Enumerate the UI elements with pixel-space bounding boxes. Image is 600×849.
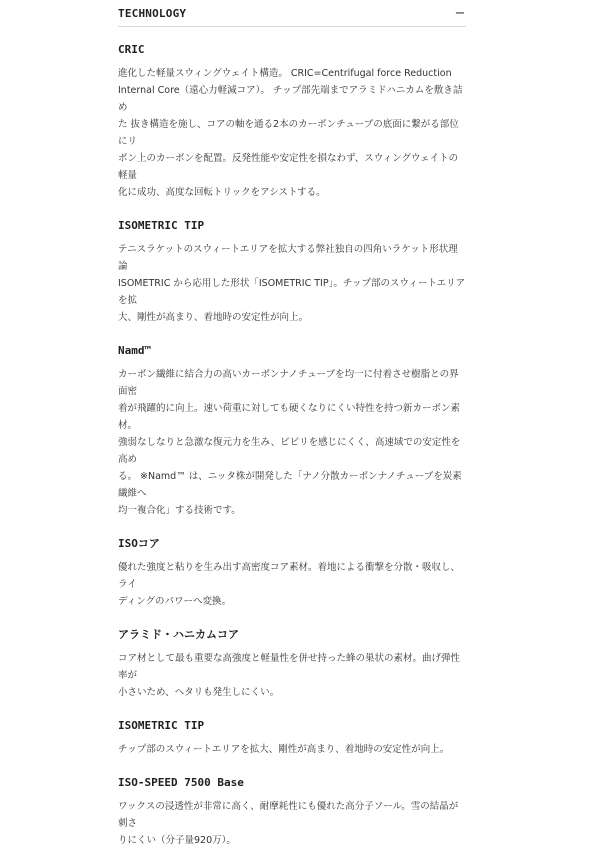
section-title-isometric-tip-2: ISOMETRIC TIP [118,719,205,732]
section-title-aramid-honeycomb-core: アラミド・ハニカムコア [118,628,239,641]
section-body-isometric-tip-2: チップ部のスウィートエリアを拡大、剛性が高まり、着地時の安定性が向上。 [118,744,450,755]
section-aramid-honeycomb-core [118,628,466,701]
section-cric [118,43,466,201]
section-body-isometric-tip-1: テニスラケットのスウィートエリアを拡大する弊社独自の四角いラケット形状理論 ISOMETRIC から応用した形状「ISOMETRIC TIP」。チップ部のスウィートエリアを拡 大、剛性が高まり、着地時の安定性が向上。 [118,244,466,323]
section-title-namd: Namd™ [118,344,152,357]
collapse-icon[interactable]: − [454,5,466,21]
section-body-iso-speed-base: ワックスの浸透性が非常に高く、耐摩耗性にも優れた高分子ソール。雪の結晶が刺さ りにくい（分子量920万）。 [118,801,459,846]
section-title-iso-speed-base: ISO-SPEED 7500 Base [118,776,244,789]
section-isometric-tip-1 [118,219,466,326]
section-title-cric: CRIC [118,43,145,56]
technology-accordion-header[interactable] [118,0,466,27]
section-title-iso-core: ISOコア [118,537,160,550]
section-body-iso-core: 優れた強度と粘りを生み出す高密度コア素材。着地による衝撃を分散・吸収し、ライ ディングのパワーへ変換。 [118,562,461,607]
section-iso-core [118,537,466,610]
section-body-aramid-honeycomb-core: コア材として最も重要な高強度と軽量性を併せ持った蜂の巣状の素材。曲げ弾性率が 小さいため、ヘタリも発生しにくい。 [118,653,461,698]
section-isometric-tip-2 [118,719,466,758]
section-title-isometric-tip-1: ISOMETRIC TIP [118,219,205,232]
section-body-cric: 進化した軽量スウィングウェイト構造。 CRIC=Centrifugal force Reduction Internal Core（遠心力軽減コア）。 チップ部先端までアラミドハニカムを敷き詰め た 抜き構造を施し、コアの軸を通る2本のカーボンチューブの底面に繋がる部位にリ ボン上のカーボンを配置。反発性能や安定性を損なわず、スウィングウェイトの軽量 化に成功、高度な回転トリックをアシストする。 [118,68,463,198]
section-iso-speed-base [118,776,466,849]
section-namd [118,344,466,519]
technology-title: TECHNOLOGY [118,6,187,20]
section-body-namd: カーボン繊維に結合力の高いカーボンナノチューブを均一に付着させ樹脂との界面密 着が飛躍的に向上。速い荷重に対しても硬くなりにくい特性を持つ新カーボン素材。 強弱なしなりと急激な復元力を生み、ビビリを感じにくく、高速域での安定性を高め る。 ※Namd™ は、ニッタ株が開発した「ナノ分散カーボンナノチューブを炭素繊維へ 均一複合化」する技術です。 [118,369,462,516]
technology-content [118,43,466,846]
